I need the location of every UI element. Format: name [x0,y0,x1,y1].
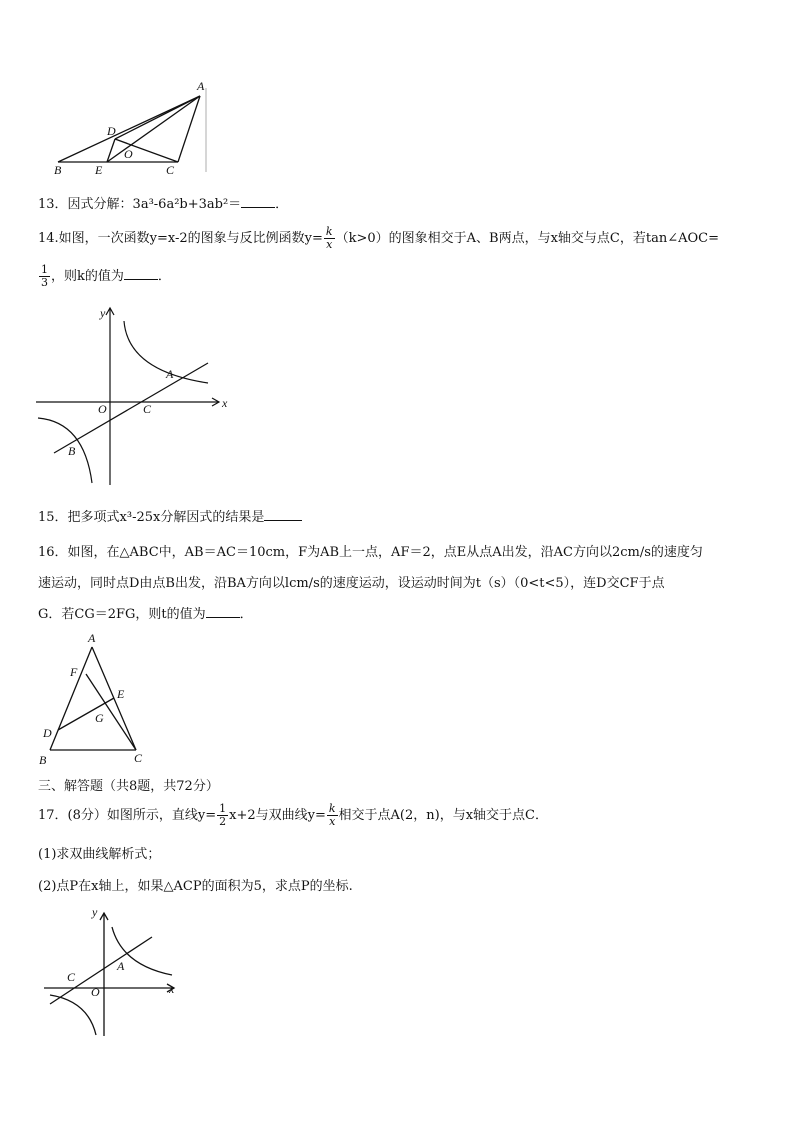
graph-figure-q14 [36,305,236,487]
label-F: F [70,665,78,679]
q17-part1: 17．(8分）如图所示，直线y= [38,808,217,823]
label-C: C [67,970,76,984]
axis-x-label: x [169,982,175,996]
label-A: A [117,959,125,973]
q13-end: ． [275,197,289,212]
label-G: G [95,711,104,725]
label-C: C [143,402,152,416]
question-17 [38,803,548,828]
label-B: B [39,753,47,766]
q16-line3: G．若CG＝2FG，则t的值为 [38,607,206,622]
label-D: D [107,124,116,138]
numerator: k [325,225,333,238]
label-B: B [68,444,76,458]
question-17-sub1: (1)求双曲线解析式； [38,847,161,862]
fraction-k-over-x [324,226,335,251]
q17-part3: 相交于点A(2，n)，与x轴交于点C． [338,808,548,823]
question-14-line2 [38,264,171,289]
label-A: A [166,367,174,381]
q16-end: ． [239,607,253,622]
label-C: C [134,751,143,765]
question-17-sub2: (2)点P在x轴上，如果△ACP的面积为5，求点P的坐标. [38,879,353,894]
question-15 [38,506,302,525]
fraction-one-half [217,803,228,828]
label-B: B [54,163,62,177]
origin-label: O [98,402,107,416]
graph-figure-q17 [40,903,190,1039]
denominator: 3 [41,276,48,289]
fraction-one-third [39,264,50,289]
answer-blank [206,606,240,618]
section-heading: 三、解答题（共8题，共72分） [38,779,219,794]
label-A: A [88,631,96,645]
question-16-line1: 16．如图，在△ABC中，AB＝AC＝10cm，F为AB上一点，AF＝2，点E从点A出发，沿AC方向以2cm/s的速度匀 [38,545,703,560]
triangle-figure-q16 [38,630,150,766]
denominator: x [326,238,333,251]
numerator: 1 [41,263,48,276]
q15-text: 15．把多项式x³-25x分解因式的结果是 [38,510,265,525]
q14-part2: （k>0）的图象相交于A、B两点，与x轴交与点C，若tan∠AOC= [335,231,719,246]
q14-end: ． [157,269,171,284]
question-16-line2: 速运动，同时点D由点B出发，沿BA方向以lcm/s的速度运动，设运动时间为t（s）（0<t<5），连D交CF于点 [38,576,665,591]
label-A: A [197,79,205,93]
label-E: E [95,163,103,177]
numerator: k [328,802,336,815]
label-O: O [124,147,133,161]
answer-blank [241,196,275,208]
denominator: 2 [219,815,227,828]
answer-blank [124,268,158,280]
origin-label: O [91,985,100,999]
label-C: C [166,163,175,177]
axis-y-label: y [100,306,106,320]
q17-part2: x+2与双曲线y= [229,808,326,823]
q14-part3: ，则k的值为 [51,269,124,284]
answer-blank [264,509,302,521]
q14-part1: 14.如图，一次函数y=x-2的图象与反比例函数y= [38,231,323,246]
axis-y-label: y [92,905,98,919]
triangle-figure-q12 [50,78,215,180]
q13-text: 13．因式分解：3a³-6a²b+3ab²＝ [38,197,242,212]
label-E: E [117,687,125,701]
fraction-k-over-x [327,803,338,828]
numerator: 1 [219,802,227,815]
denominator: x [329,815,336,828]
label-D: D [43,726,52,740]
axis-x-label: x [222,396,228,410]
question-14 [38,226,719,251]
question-13 [38,193,288,212]
question-16-line3 [38,603,253,622]
